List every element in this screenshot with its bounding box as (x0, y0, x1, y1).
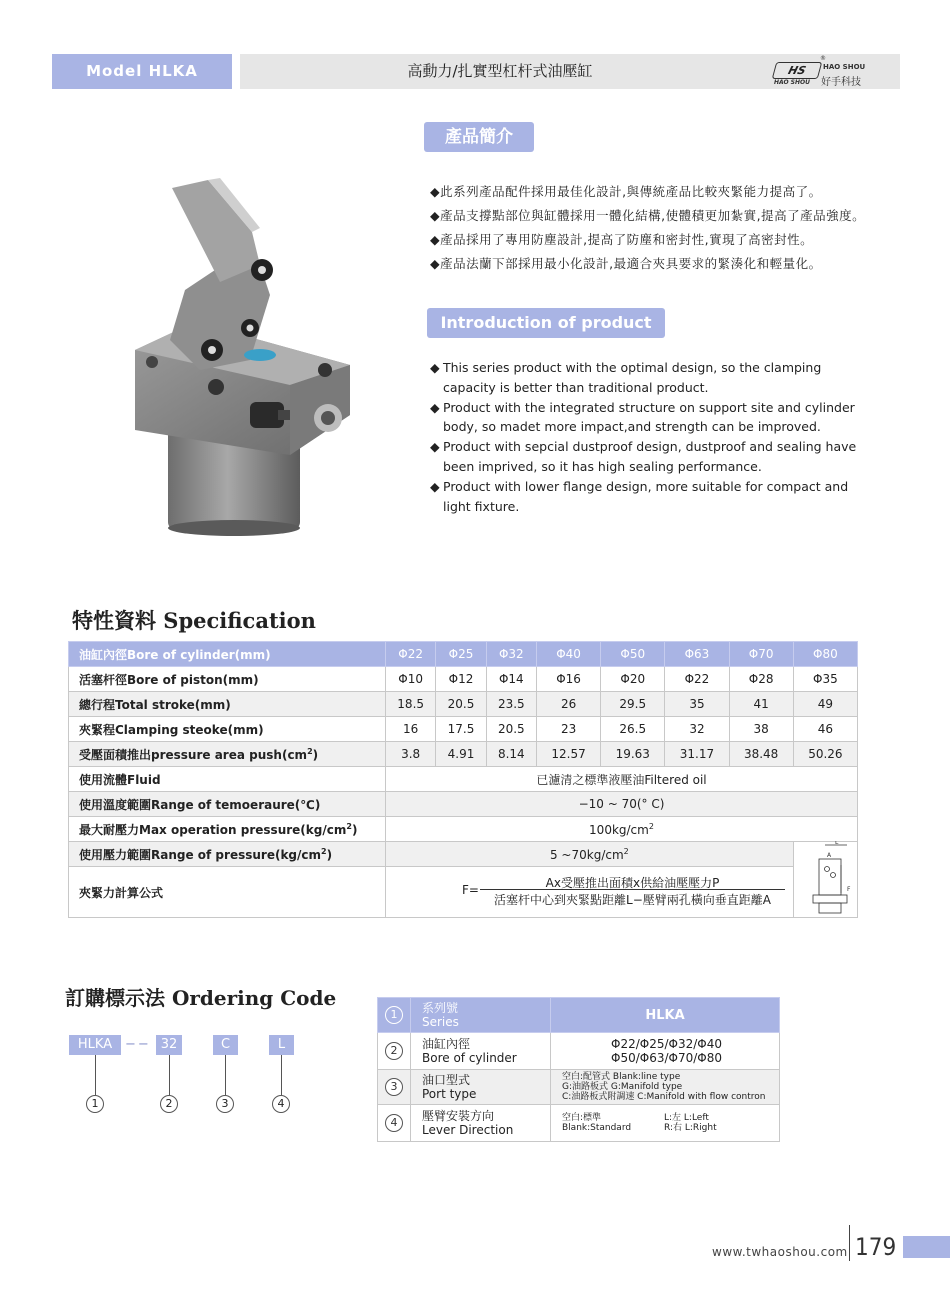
table-cell: Φ10 (386, 667, 436, 692)
logo-hs-mark: HS (772, 62, 823, 79)
diamond-bullet-icon: ◆ (430, 232, 441, 247)
table-row (378, 1070, 780, 1105)
table-cell: 使用壓力範圍Range of $pressure(kg/cm^2)$ (69, 842, 386, 867)
spec-heading: 特性資料 Specification (72, 608, 316, 633)
table-cell: 油缸內徑 Bore of cylinder (411, 1033, 551, 1070)
table-cell: 31.17 (665, 742, 729, 767)
formula-denominator: 活塞杆中心到夾緊點距離L−壓臂兩孔橫向垂直距離A (494, 893, 771, 907)
ordering-heading: 訂購標示法 Ordering Code (65, 986, 337, 1010)
table-row (69, 792, 858, 817)
table-row (69, 717, 858, 742)
diagram-label-L: L (835, 841, 839, 846)
table-cell: Φ50 (601, 642, 665, 667)
ordering-table (377, 997, 780, 1142)
table-cell: Φ40 (536, 642, 600, 667)
code-port-box: C (213, 1035, 238, 1055)
code-connector (169, 1055, 170, 1095)
code-connector (95, 1055, 96, 1095)
table-cell: 使用流體Fluid (69, 767, 386, 792)
table-cell: 2 (378, 1033, 411, 1070)
page-title: 高動力/扎實型杠杆式油壓缸 (407, 62, 593, 80)
list-item: ◆ This series product with the optimal design, so the clamping capacity is better than traditional product. (430, 360, 822, 395)
intro-cn-heading: 產品簡介 (424, 122, 534, 152)
diamond-bullet-icon: ◆ (430, 478, 440, 494)
diamond-bullet-icon: ◆ (430, 256, 441, 271)
table-cell: Φ16 (536, 667, 600, 692)
table-cell: HLKA (551, 998, 780, 1033)
diagram-label-A: A (827, 852, 832, 859)
table-cell: 26.5 (601, 717, 665, 742)
table-cell: Φ70 (729, 642, 793, 667)
table-cell: 總行程Total stroke(mm) (69, 692, 386, 717)
table-cell: 3 (378, 1070, 411, 1105)
table-cell: Φ22/Φ25/Φ32/Φ40 Φ50/Φ63/Φ70/Φ80 (551, 1033, 780, 1070)
table-cell: −10 ~ 70(° C) (386, 792, 858, 817)
table-cell: 50.26 (793, 742, 857, 767)
table-cell: 20.5 (436, 692, 486, 717)
diagram-label-F: F (847, 886, 851, 893)
model-label: Model HLKA (52, 54, 232, 89)
table-cell: 12.57 (536, 742, 600, 767)
diamond-bullet-icon: ◆ (430, 184, 441, 199)
table-cell: Φ80 (793, 642, 857, 667)
code-number-1: 1 (86, 1095, 104, 1113)
table-cell: 空白:標準 Blank:Standard L:左 L:Left R:右 L:Right (551, 1105, 780, 1142)
product-image (120, 170, 370, 540)
code-number-4: 4 (272, 1095, 290, 1113)
footer-accent-bar (903, 1236, 950, 1258)
diamond-bullet-icon: ◆ (430, 439, 440, 455)
list-item: ◆此系列產品配件採用最佳化設計,與傳統產品比較夾緊能力提高了。 (430, 184, 822, 199)
table-row (69, 642, 858, 667)
formula-numerator: Ax受壓推出面積x供給油壓壓力P (545, 876, 720, 890)
code-number-3: 3 (216, 1095, 234, 1113)
diamond-bullet-icon: ◆ (430, 399, 440, 415)
code-dash: −− (125, 1037, 151, 1052)
table-cell: Φ28 (729, 667, 793, 692)
table-cell: Φ22 (386, 642, 436, 667)
table-cell: 23.5 (486, 692, 536, 717)
table-cell: 壓臂安裝方向 Lever Direction (411, 1105, 551, 1142)
code-number-2: 2 (160, 1095, 178, 1113)
table-cell: 系列號 Series (411, 998, 551, 1033)
table-cell: Φ63 (665, 642, 729, 667)
logo-hs-subtext: HAO SHOU (774, 79, 810, 86)
diamond-bullet-icon: ◆ (430, 360, 440, 375)
table-row (378, 998, 780, 1033)
table-cell: 20.5 (486, 717, 536, 742)
logo-english-name: HAO SHOU (823, 63, 866, 71)
list-item: ◆ Product with lower flange design, more suitable for compact and light fixture. (430, 478, 849, 514)
table-cell: 32 (665, 717, 729, 742)
table-row (378, 1033, 780, 1070)
code-series-box: HLKA (69, 1035, 121, 1055)
table-row (69, 692, 858, 717)
table-cell: 49 (793, 692, 857, 717)
code-lever-box: L (269, 1035, 294, 1055)
logo-chinese-name: 好手科技 (821, 77, 861, 88)
company-logo (774, 55, 884, 88)
table-cell: 夾緊力計算公式 (69, 867, 386, 918)
table-row (69, 667, 858, 692)
table-cell: 8.14 (486, 742, 536, 767)
table-cell: 使用溫度範圍Range of temoeraure(℃) (69, 792, 386, 817)
formula-f: F= (462, 883, 479, 897)
table-cell: 4 (378, 1105, 411, 1142)
table-cell: Φ12 (436, 667, 486, 692)
footer-divider (849, 1225, 850, 1261)
table-cell: 16 (386, 717, 436, 742)
table-cell: 油缸內徑Bore of cylinder(mm) (69, 642, 386, 667)
code-bore-box: 32 (156, 1035, 182, 1055)
diamond-bullet-icon: ◆ (430, 208, 441, 223)
table-row (69, 767, 858, 792)
table-row (69, 817, 858, 842)
code-connector (225, 1055, 226, 1095)
footer-url: www.twhaoshou.com (712, 1245, 848, 1259)
table-cell: Φ14 (486, 667, 536, 692)
table-cell: 4.91 (436, 742, 486, 767)
table-row (378, 1105, 780, 1142)
table-cell: 18.5 (386, 692, 436, 717)
table-cell: 19.63 (601, 742, 665, 767)
intro-en-heading: Introduction of product (427, 308, 665, 338)
intro-cn-list (430, 180, 865, 276)
formula-fraction-line (480, 889, 785, 890)
table-cell: Φ25 (436, 642, 486, 667)
table-cell: 17.5 (436, 717, 486, 742)
table-cell: 活塞杆徑Bore of piston(mm) (69, 667, 386, 692)
list-item: ◆ Product with the integrated structure on support site and cylinder body, so madet more impact,and strength can be improved. (430, 399, 855, 435)
logo-registered: ® (820, 55, 826, 62)
intro-en-list (430, 358, 870, 516)
list-item: ◆產品法蘭下部採用最小化設計,最適合夾具要求的緊湊化和輕量化。 (430, 256, 822, 271)
table-cell: 3.8 (386, 742, 436, 767)
table-cell: 41 (729, 692, 793, 717)
table-row (69, 842, 858, 867)
page-number: 179 (855, 1233, 897, 1261)
table-cell: 46 (793, 717, 857, 742)
clamp-diagram-icon (797, 841, 857, 915)
table-cell: 29.5 (601, 692, 665, 717)
table-cell: Φ35 (793, 667, 857, 692)
table-cell: 夾緊程Clamping steoke(mm) (69, 717, 386, 742)
table-cell: 38.48 (729, 742, 793, 767)
code-connector (281, 1055, 282, 1095)
table-cell: Φ32 (486, 642, 536, 667)
table-cell: 1 (378, 998, 411, 1033)
table-cell: 5 $\sim 70kg/cm^2$ (386, 842, 794, 867)
table-row (69, 742, 858, 767)
list-item: ◆ Product with sepcial dustproof design, dustproof and sealing have been imprived, so it has high sealing performance. (430, 439, 857, 474)
table-cell: $100kg/cm^2$ (386, 817, 858, 842)
table-cell: Φ22 (665, 667, 729, 692)
table-cell: Φ20 (601, 667, 665, 692)
list-item: ◆產品採用了專用防塵設計,提高了防塵和密封性,實現了高密封性。 (430, 232, 814, 247)
table-cell: 空白:配管式 Blank:line type G:油路板式 G:Manifold type C:油路板式附調速 C:Manifold with flow contron (551, 1070, 780, 1105)
table-cell: 23 (536, 717, 600, 742)
table-cell: 已濾清之標準液壓油Filtered oil (386, 767, 858, 792)
table-cell: 受壓面積推出pressure area $push(cm^2)$ (69, 742, 386, 767)
table-cell: 38 (729, 717, 793, 742)
table-cell: 最大耐壓力Max operation $pressure(kg/cm^2)$ (69, 817, 386, 842)
table-cell: 35 (665, 692, 729, 717)
table-cell: 26 (536, 692, 600, 717)
table-cell: 油口型式 Port type (411, 1070, 551, 1105)
list-item: ◆產品支撐點部位與缸體採用一體化結構,使體積更加紮實,提高了產品強度。 (430, 208, 866, 223)
